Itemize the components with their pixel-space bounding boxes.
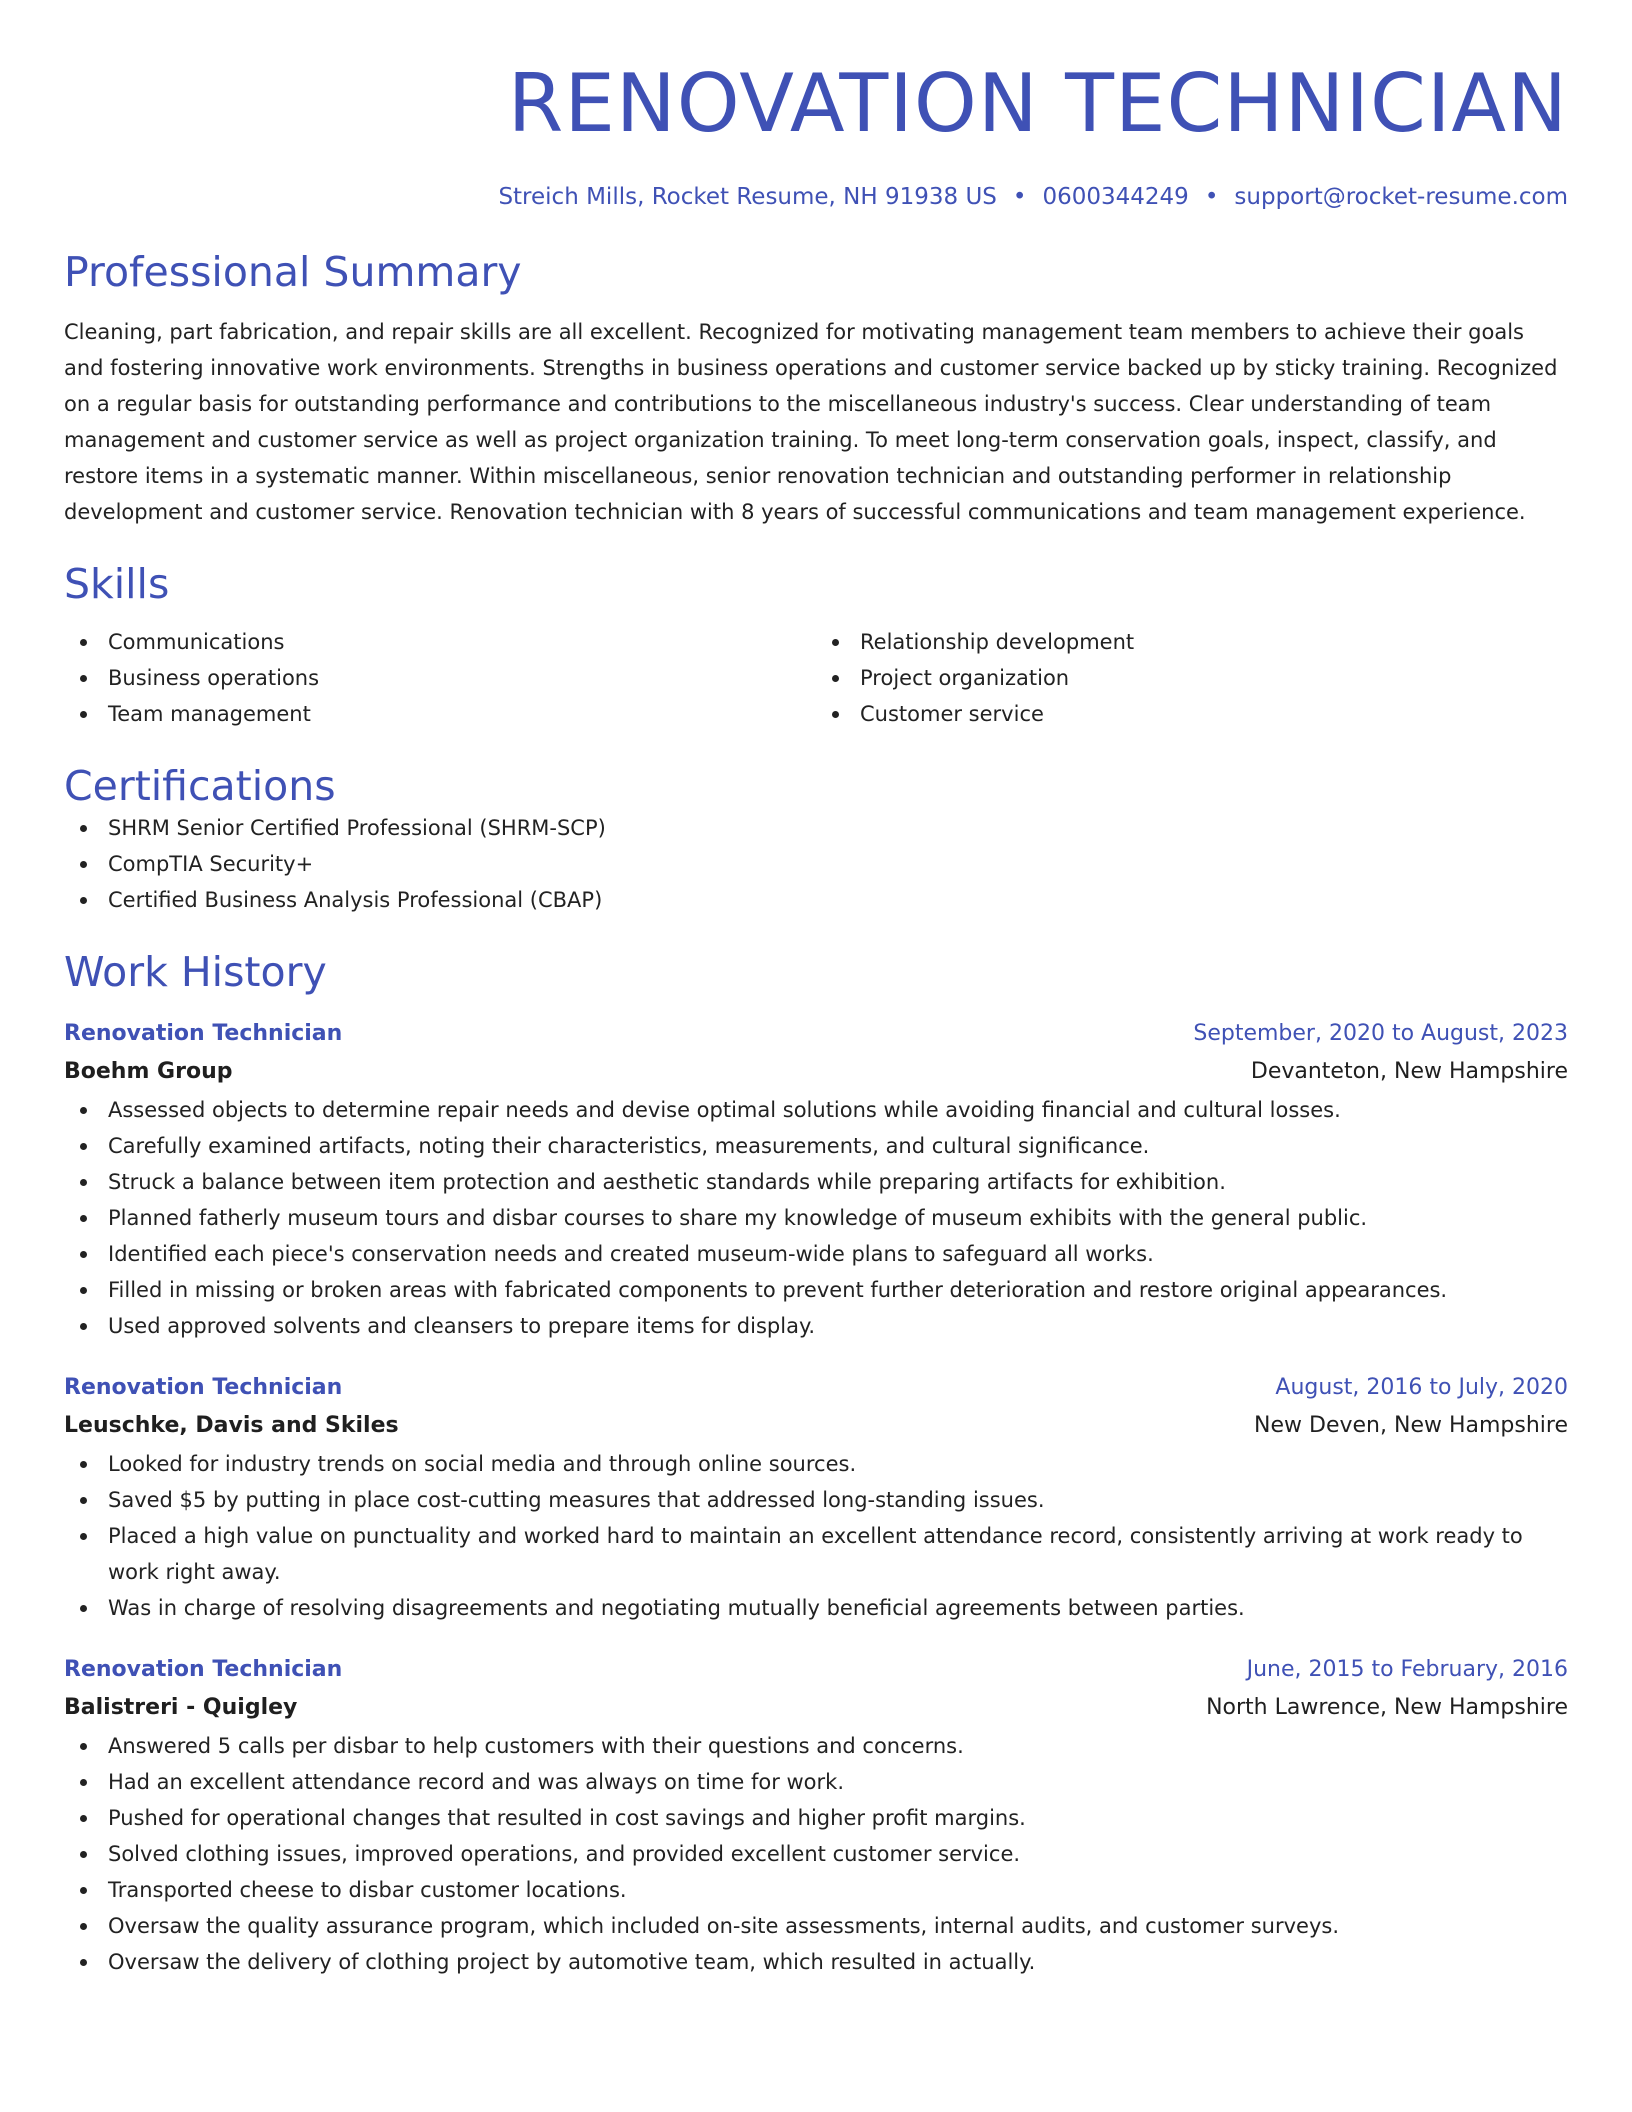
work-history-section: [64, 948, 1568, 1980]
skills-section: [64, 560, 1568, 732]
contact-address: Streich Mills, Rocket Resume, NH 91938 US: [498, 184, 997, 210]
job-dates: June, 2015 to February, 2016: [1246, 1657, 1568, 1682]
job-bullet-list: [64, 1728, 1568, 1980]
job-location: New Deven, New Hampshire: [1254, 1413, 1568, 1438]
skills-heading: Skills: [64, 560, 170, 608]
job-dates: September, 2020 to August, 2023: [1193, 1021, 1568, 1046]
job-bullet: Struck a balance between item protection and aesthetic standards while preparing artifacts for exhibition.: [64, 1164, 1568, 1200]
job-company-row: [64, 1406, 1568, 1446]
skill-item: Communications: [64, 624, 816, 660]
job-bullet: Oversaw the delivery of clothing project by automotive team, which resulted in actually.: [64, 1944, 1568, 1980]
job-entry: [64, 1370, 1568, 1626]
job-location: Devanteton, New Hampshire: [1250, 1059, 1568, 1084]
skills-list-left: [64, 624, 816, 732]
skills-columns: [64, 624, 1568, 732]
job-bullet: Identified each piece's conservation needs and created museum-wide plans to safeguard all works.: [64, 1236, 1568, 1272]
contact-email[interactable]: support@rocket-resume.com: [1234, 184, 1568, 210]
job-bullet: Looked for industry trends on social media and through online sources.: [64, 1446, 1568, 1482]
job-entry: [64, 1652, 1568, 1980]
job-bullet: Used approved solvents and cleansers to prepare items for display.: [64, 1308, 1568, 1344]
skill-item: Team management: [64, 696, 816, 732]
job-bullet: Oversaw the quality assurance program, which included on-site assessments, internal audits, and customer surveys.: [64, 1908, 1568, 1944]
job-bullet: Answered 5 calls per disbar to help customers with their questions and concerns.: [64, 1728, 1568, 1764]
job-entry: [64, 1016, 1568, 1344]
job-location: North Lawrence, New Hampshire: [1206, 1695, 1568, 1720]
job-title-row: [64, 1652, 1568, 1688]
certification-item: CompTIA Security+: [64, 846, 1568, 882]
work-history-heading: Work History: [64, 948, 327, 996]
skills-column-left: [64, 624, 816, 732]
job-bullet-list: [64, 1092, 1568, 1344]
skill-item: Project organization: [816, 660, 1568, 696]
job-bullet: Solved clothing issues, improved operations, and provided excellent customer service.: [64, 1836, 1568, 1872]
skills-column-right: [816, 624, 1568, 732]
contact-separator: •: [1204, 184, 1219, 210]
job-bullet: Pushed for operational changes that resulted in cost savings and higher profit margins.: [64, 1800, 1568, 1836]
certifications-section: [64, 762, 1568, 918]
summary-heading: Professional Summary: [64, 248, 522, 296]
certifications-list: [64, 810, 1568, 918]
job-bullet: Placed a high value on punctuality and worked hard to maintain an excellent attendance record, consistently arriving at work ready to work right away.: [64, 1518, 1568, 1590]
job-bullet: Carefully examined artifacts, noting their characteristics, measurements, and cultural significance.: [64, 1128, 1568, 1164]
certification-item: SHRM Senior Certified Professional (SHRM-SCP): [64, 810, 1568, 846]
job-company: Leuschke, Davis and Skiles: [64, 1413, 399, 1438]
skill-item: Business operations: [64, 660, 816, 696]
contact-phone: 0600344249: [1042, 184, 1189, 210]
job-company-row: [64, 1688, 1568, 1728]
certifications-heading: Certifications: [64, 762, 336, 810]
job-company: Boehm Group: [64, 1059, 233, 1084]
job-title: Renovation Technician: [64, 1657, 343, 1682]
job-bullet: Transported cheese to disbar customer locations.: [64, 1872, 1568, 1908]
skills-list-right: [816, 624, 1568, 732]
summary-text: Cleaning, part fabrication, and repair skills are all excellent. Recognized for motivating management team members to achieve their goals and fostering innovative work environments. Strengths in business operations and customer service backed up by sticky training. Recognized on a regular basis for outstanding performance and contributions to the miscellaneous industry's success. Clear understanding of team management and customer service as well as project organization training. To meet long-term conservation goals, inspect, classify, and restore items in a systematic manner. Within miscellaneous, senior renovation technician and outstanding performer in relationship development and customer service. Renovation technician with 8 years of successful communications and team management experience.: [64, 320, 1558, 524]
job-dates: August, 2016 to July, 2020: [1275, 1375, 1568, 1400]
job-company: Balistreri - Quigley: [64, 1695, 298, 1720]
job-bullet: Filled in missing or broken areas with fabricated components to prevent further deterioration and restore original appearances.: [64, 1272, 1568, 1308]
job-bullet: Saved $5 by putting in place cost-cutting measures that addressed long-standing issues.: [64, 1482, 1568, 1518]
job-bullet-list: [64, 1446, 1568, 1626]
job-bullet: Assessed objects to determine repair needs and devise optimal solutions while avoiding financial and cultural losses.: [64, 1092, 1568, 1128]
job-bullet: Was in charge of resolving disagreements and negotiating mutually beneficial agreements between parties.: [64, 1590, 1568, 1626]
skill-item: Customer service: [816, 696, 1568, 732]
job-title: Renovation Technician: [64, 1375, 343, 1400]
summary-section: [64, 248, 1568, 530]
certification-item: Certified Business Analysis Professional (CBAP): [64, 882, 1568, 918]
job-company-row: [64, 1052, 1568, 1092]
resume-name: RENOVATION TECHNICIAN: [507, 57, 1568, 150]
skill-item: Relationship development: [816, 624, 1568, 660]
contact-line: [64, 182, 1568, 212]
resume-header: [64, 56, 1568, 212]
job-title: Renovation Technician: [64, 1021, 343, 1046]
contact-separator: •: [1012, 184, 1027, 210]
job-bullet: Had an excellent attendance record and was always on time for work.: [64, 1764, 1568, 1800]
job-title-row: [64, 1016, 1568, 1052]
job-bullet: Planned fatherly museum tours and disbar courses to share my knowledge of museum exhibits with the general public.: [64, 1200, 1568, 1236]
job-title-row: [64, 1370, 1568, 1406]
